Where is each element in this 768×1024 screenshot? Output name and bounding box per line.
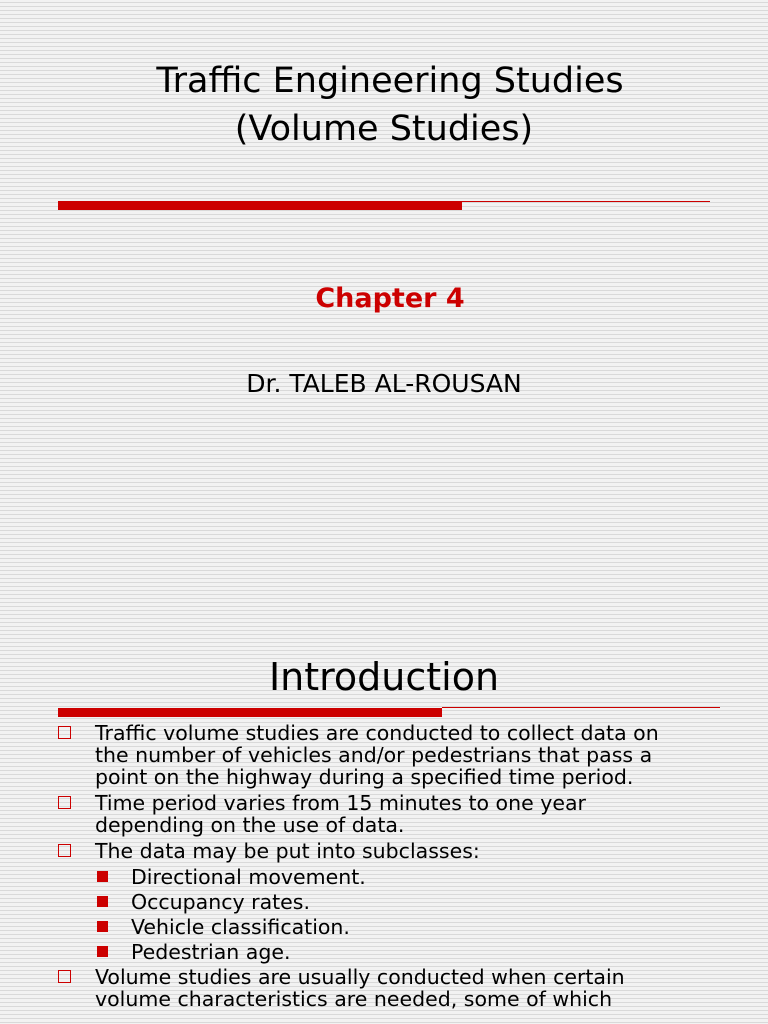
list-item [0, 840, 695, 862]
intro-divider-thick [58, 708, 442, 717]
slide-title-line1: Traffic Engineering Studies [156, 61, 624, 101]
filled-square-bullet-icon [97, 946, 108, 957]
sub-list-item [0, 891, 768, 913]
sub-bullet-text: Vehicle classification. [131, 915, 350, 939]
intro-divider-thin [442, 707, 720, 708]
slide-introduction [0, 640, 768, 1024]
filled-square-bullet-icon [97, 896, 108, 907]
introduction-heading: Introduction [268, 655, 500, 699]
bullet-list [0, 722, 768, 1014]
chapter-label: Chapter 4 [315, 283, 465, 314]
hollow-square-bullet-icon [58, 970, 71, 983]
list-item [0, 966, 695, 1010]
hollow-square-bullet-icon [58, 796, 71, 809]
sub-bullet-text: Occupancy rates. [131, 890, 310, 914]
sub-bullet-text: Directional movement. [131, 865, 366, 889]
bullet-text: Traffic volume studies are conducted to collect data on the number of vehicles and/or pedestrians that pass a point on the highway during a specified time period. [95, 721, 659, 789]
hollow-square-bullet-icon [58, 726, 71, 739]
sub-bullet-text: Pedestrian age. [131, 940, 291, 964]
bullet-text: Volume studies are usually conducted when certain volume characteristics are needed, some of which [95, 965, 625, 1011]
hollow-square-bullet-icon [58, 844, 71, 857]
sub-list-item [0, 866, 768, 888]
list-item [0, 792, 695, 836]
filled-square-bullet-icon [97, 921, 108, 932]
bullet-text: The data may be put into subclasses: [95, 839, 480, 863]
author-name: Dr. TALEB AL-ROUSAN [246, 369, 522, 398]
title-divider-thin [462, 201, 710, 202]
slide-title-line2: (Volume Studies) [234, 109, 534, 149]
bullet-text: Time period varies from 15 minutes to one year depending on the use of data. [95, 791, 586, 837]
filled-square-bullet-icon [97, 871, 108, 882]
sub-list-item [0, 941, 768, 963]
list-item [0, 722, 695, 788]
sub-list-item [0, 916, 768, 938]
title-divider-thick [58, 201, 462, 210]
